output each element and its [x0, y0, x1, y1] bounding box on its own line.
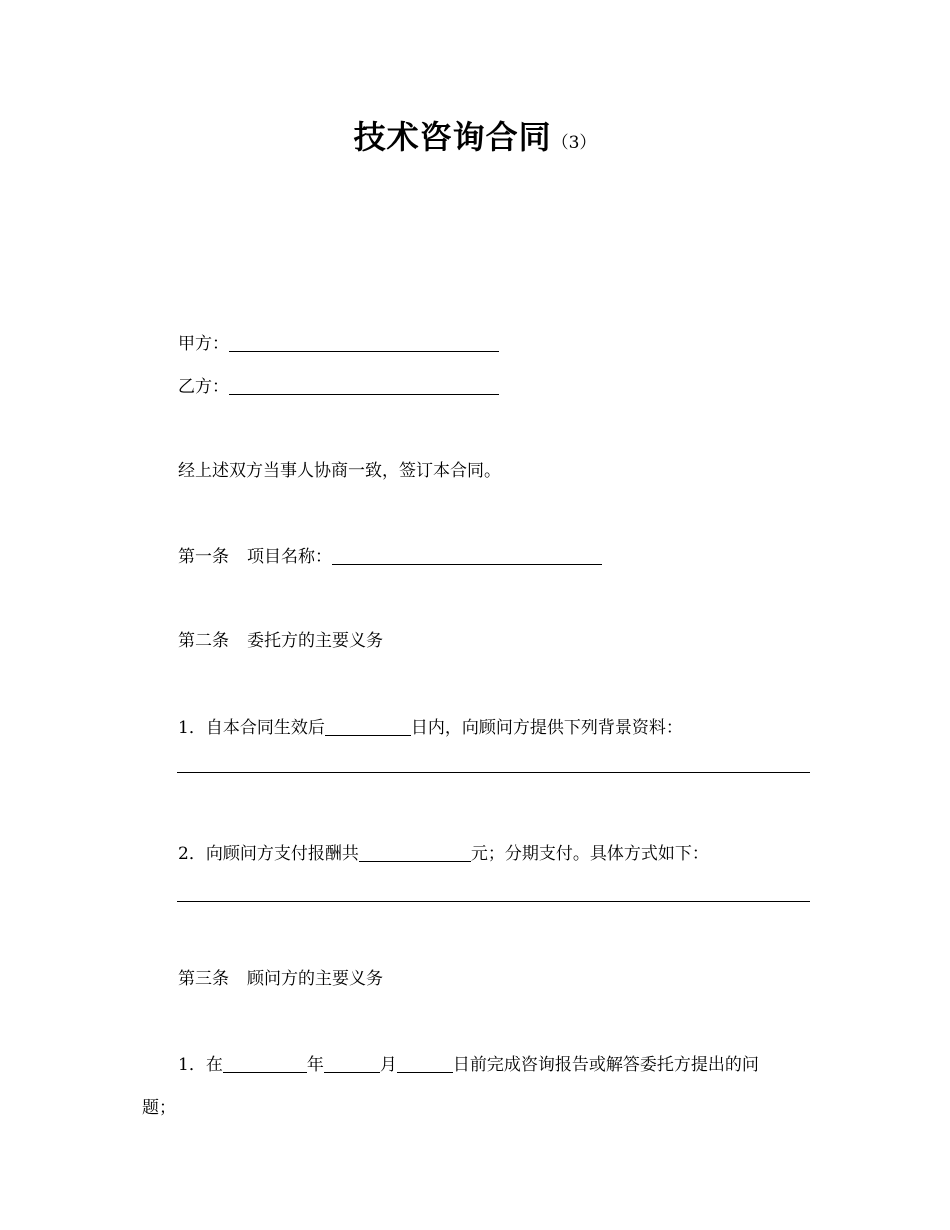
title-suffix: （3）	[551, 133, 597, 153]
project-name-blank[interactable]	[332, 546, 602, 565]
article-2-item-1	[178, 716, 683, 740]
party-b-blank[interactable]	[229, 376, 499, 395]
article-2-item-2	[178, 842, 709, 866]
party-b-line	[178, 375, 499, 399]
article-2-heading: 第二条	[178, 631, 229, 651]
item-text-post: 元；分期支付。具体方式如下：	[470, 844, 709, 864]
days-blank[interactable]	[325, 717, 411, 736]
day-blank[interactable]	[397, 1054, 453, 1073]
party-b-label: 乙方：	[178, 377, 229, 397]
item-number: 1．	[178, 718, 206, 738]
background-materials-line[interactable]	[177, 772, 810, 773]
year-label: 年	[306, 1055, 324, 1075]
item-number: 1．	[178, 1055, 206, 1075]
item-text-post: 日前完成咨询报告或解答委托方提出的问	[452, 1055, 759, 1075]
party-a-label: 甲方：	[178, 334, 229, 354]
article-3-item-1	[178, 1053, 759, 1077]
intro-text: 经上述双方当事人协商一致，签订本合同。	[178, 461, 501, 481]
party-a-line	[178, 332, 499, 356]
item-text-post: 日内，向顾问方提供下列背景资料：	[410, 718, 683, 738]
amount-blank[interactable]	[359, 843, 471, 862]
article-1	[178, 545, 602, 569]
article-3	[178, 967, 383, 991]
article-1-heading: 第一条	[178, 547, 229, 567]
item-text-pre: 在	[205, 1055, 223, 1075]
payment-method-line[interactable]	[177, 901, 810, 902]
item-number: 2．	[178, 844, 206, 864]
article-2-text: 委托方的主要义务	[247, 631, 383, 651]
article-3-text: 顾问方的主要义务	[247, 969, 383, 989]
article-1-text: 项目名称：	[247, 547, 332, 567]
article-3-heading: 第三条	[178, 969, 229, 989]
title-main: 技术咨询合同	[353, 118, 552, 156]
document-title	[0, 112, 950, 158]
article-2	[178, 629, 383, 653]
year-blank[interactable]	[223, 1054, 307, 1073]
item-text-pre: 自本合同生效后	[205, 718, 325, 738]
article-3-item-1-continuation: 题；	[142, 1098, 176, 1118]
item-text-pre: 向顾问方支付报酬共	[205, 844, 359, 864]
party-a-blank[interactable]	[229, 333, 499, 352]
month-blank[interactable]	[324, 1054, 380, 1073]
month-label: 月	[379, 1055, 397, 1075]
